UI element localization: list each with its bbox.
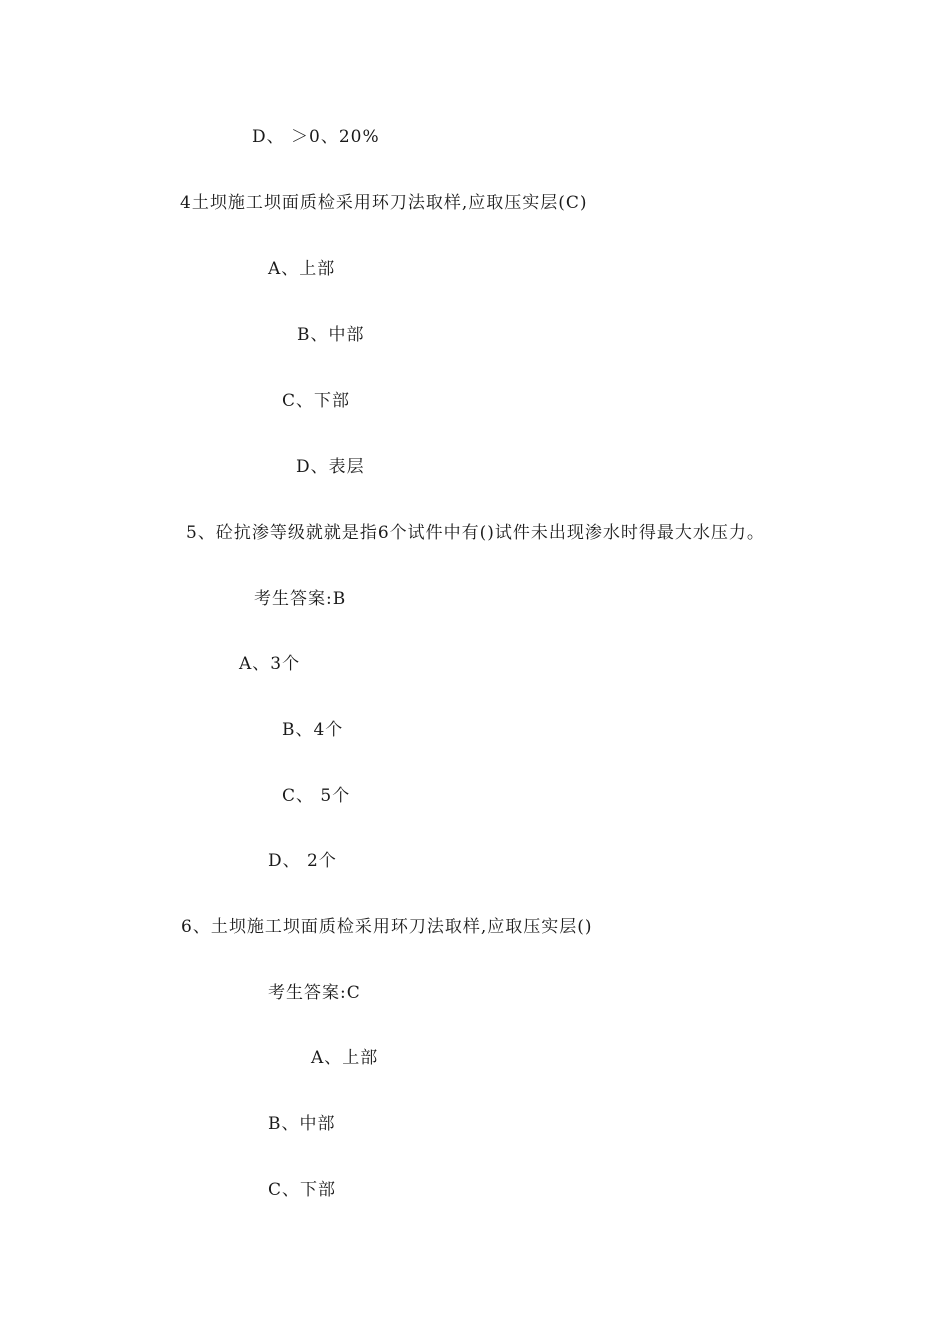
q3-option-d: D、 ＞0、20% xyxy=(252,127,380,147)
q5-option-a: A、3个 xyxy=(239,654,301,674)
q4-option-a: A、上部 xyxy=(268,259,336,279)
q5-option-d: D、 2个 xyxy=(268,851,337,871)
q4-question: 4土坝施工坝面质检采用环刀法取样,应取压实层(C) xyxy=(180,193,588,213)
q6-question: 6、土坝施工坝面质检采用环刀法取样,应取压实层() xyxy=(181,917,593,937)
q5-student-answer: 考生答案:B xyxy=(254,589,347,609)
q6-student-answer: 考生答案:C xyxy=(268,983,361,1003)
q5-option-b: B、4个 xyxy=(282,720,344,740)
q4-option-d: D、表层 xyxy=(296,457,365,477)
q5-question: 5、砼抗渗等级就就是指6个试件中有()试件未出现渗水时得最大水压力。 xyxy=(186,523,765,543)
q6-option-c: C、下部 xyxy=(268,1180,337,1200)
q4-option-b: B、中部 xyxy=(297,325,365,345)
q4-option-c: C、下部 xyxy=(282,391,351,411)
q6-option-a: A、上部 xyxy=(311,1048,379,1068)
q6-option-b: B、中部 xyxy=(268,1114,336,1134)
q5-option-c: C、 5个 xyxy=(282,786,351,806)
